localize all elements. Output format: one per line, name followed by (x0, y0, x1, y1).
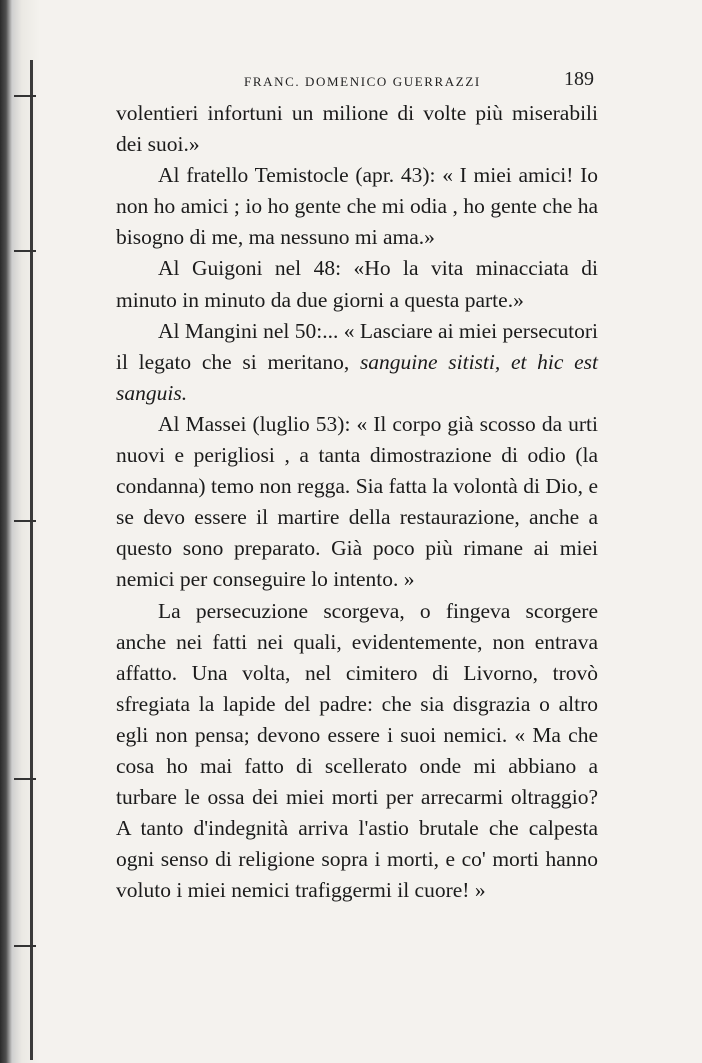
paragraph-text: La persecuzione scorgeva, o fingeva scorgere anche nei fatti nei quali, evidentemente, non entrava affatto. Una volta, nel cimitero di Livorno, trovò sfregiata la lapide del padre: che sia disgrazia o altro egli non pensa; devono essere i suoi nemici. « Ma che cosa ho mai fatto di scellerato onde mi abbiano a turbare le ossa dei miei morti per arrecarmi oltraggio? A tanto d'indegnità arriva l'astio brutale che calpesta ogni senso di religione sopra i morti, e co' morti hanno voluto i miei nemici trafiggermi il cuore! » (116, 598, 598, 903)
book-binding-edge (0, 0, 40, 1063)
paragraph (116, 160, 598, 253)
running-title: FRANC. DOMENICO GUERRAZZI (244, 74, 481, 89)
paragraph (116, 253, 598, 315)
paragraph-text: Al fratello Temistocle (apr. 43): « I miei amici! Io non ho amici ; io ho gente che mi odia , ho gente che ha bisogno di me, ma nessuno mi ama.» (116, 163, 598, 250)
paragraph (116, 98, 598, 160)
binding-thread (14, 95, 36, 97)
page-header (116, 66, 598, 96)
binding-thread (14, 945, 36, 947)
paragraph-text: Al Massei (luglio 53): « Il corpo già scosso da urti nuovi e perigliosi , a tanta dimostrazione di odio (la condanna) temo non regga. Sia fatta la volontà di Dio, e se devo essere il martire della restaurazione, anche a questo sono preparato. Già poco più rimane ai miei nemici per conseguire lo intento. » (116, 411, 598, 592)
paragraph (116, 596, 598, 907)
binding-thread (14, 250, 36, 252)
paragraph-text: Al Guigoni nel 48: «Ho la vita minacciata di minuto in minuto da due giorni a questa parte.» (116, 256, 598, 312)
body-text (116, 98, 598, 906)
paragraph-text: volentieri infortuni un milione di volte più miserabili dei suoi.» (116, 101, 598, 157)
italic-text: sanguine sitisti, et hic est sanguis. (116, 349, 598, 405)
paragraph (116, 409, 598, 596)
binding-thread (14, 778, 36, 780)
page-number: 189 (564, 68, 594, 90)
binding-stitch-line (30, 60, 33, 1060)
paragraph-text: Al Mangini nel 50:... « Lasciare ai miei persecutori il legato che si meritano, (116, 318, 599, 374)
paragraph (116, 316, 598, 409)
binding-thread (14, 520, 36, 522)
